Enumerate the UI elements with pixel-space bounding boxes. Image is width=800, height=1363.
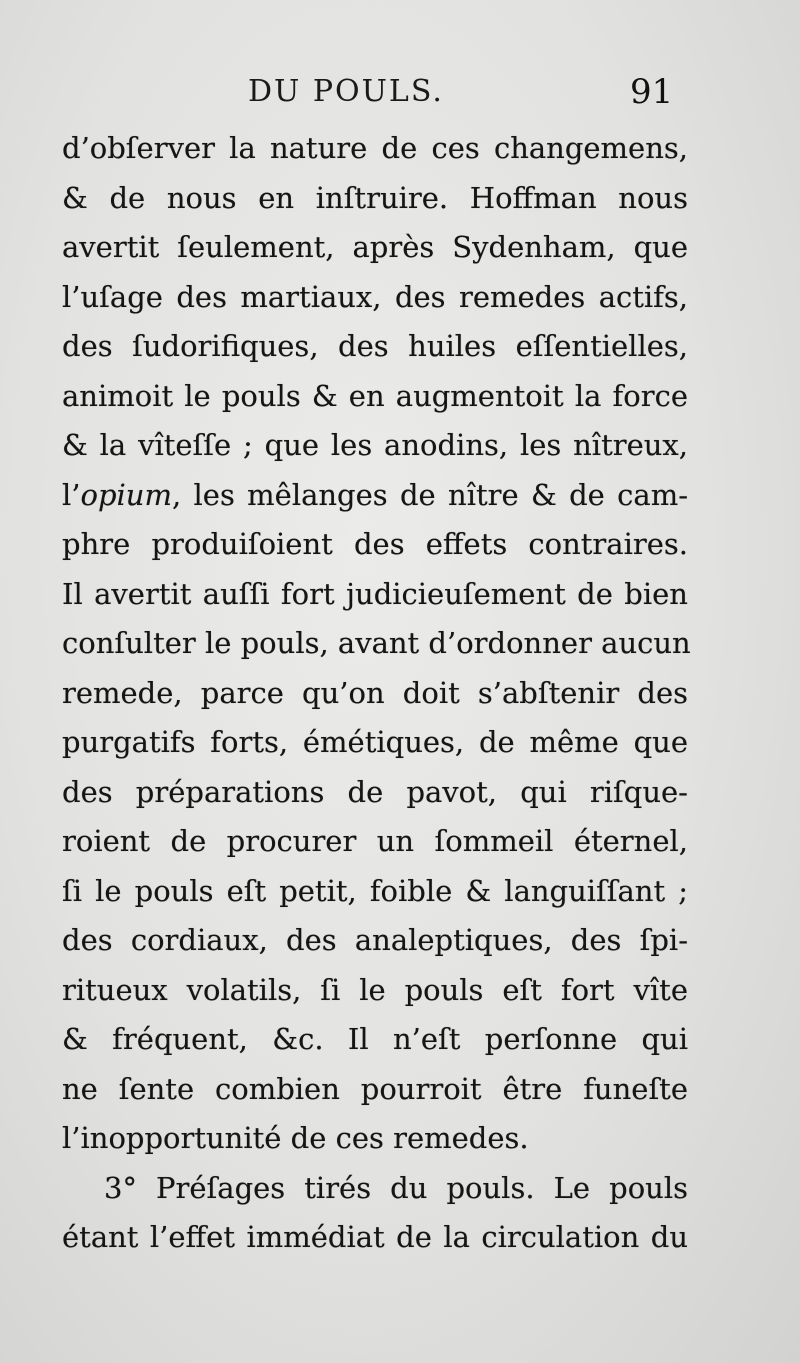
text-line: ſi le pouls eſt petit, foible & languiſſant ;: [62, 873, 688, 908]
text-line: roient de procurer un ſommeil éternel,: [62, 824, 688, 858]
running-head: DU POULS.: [248, 74, 444, 109]
page-header: [0, 74, 800, 124]
body-text: [62, 124, 691, 1263]
text-line: des ſudorifiques, des huiles eſſentielles,: [62, 329, 688, 363]
text-line: purgatifs forts, émétiques, de même que: [62, 725, 688, 759]
text-line: & fréquent, &c. Il n’eſt perſonne qui: [62, 1022, 688, 1056]
text-line: l’inopportunité de ces remedes.: [62, 1121, 529, 1155]
text-fragment: , les mêlanges de nître & de cam-: [171, 477, 688, 512]
page-number: 91: [630, 72, 674, 112]
text-line: Il avertit auſſi fort judicieuſement de bien: [62, 576, 688, 611]
text-line: & la vîteſſe ; que les anodins, les nîtreux,: [62, 428, 688, 462]
text-line: animoit le pouls & en augmentoit la force: [62, 378, 688, 413]
text-line: ne ſente combien pourroit être funeſte: [62, 1071, 688, 1106]
italic-word: opium: [80, 477, 172, 512]
text-fragment: l’: [62, 477, 81, 512]
text-line: étant l’effet immédiat de la circulation du: [62, 1220, 688, 1254]
text-line: 3° Préſages tirés du pouls. Le pouls: [104, 1170, 688, 1205]
text-line: l’uſage des martiaux, des remedes actifs,: [62, 279, 688, 314]
text-line: conſulter le pouls, avant d’ordonner aucun: [62, 626, 691, 660]
text-line: & de nous en inſtruire. Hoffman nous: [62, 180, 688, 215]
text-line: avertit ſeulement, après Sydenham, que: [62, 230, 688, 264]
text-line: des cordiaux, des analeptiques, des ſpi-: [62, 923, 688, 957]
text-line: d’obſerver la nature de ces changemens,: [62, 131, 688, 165]
text-line: remede, parce qu’on doit s’abſtenir des: [62, 675, 688, 710]
text-line: ritueux volatils, ſi le pouls eſt fort vîte: [62, 972, 688, 1007]
text-line: [62, 471, 688, 521]
text-line: phre produiſoient des effets contraires.: [62, 527, 688, 561]
text-line: des préparations de pavot, qui riſque-: [62, 774, 688, 809]
